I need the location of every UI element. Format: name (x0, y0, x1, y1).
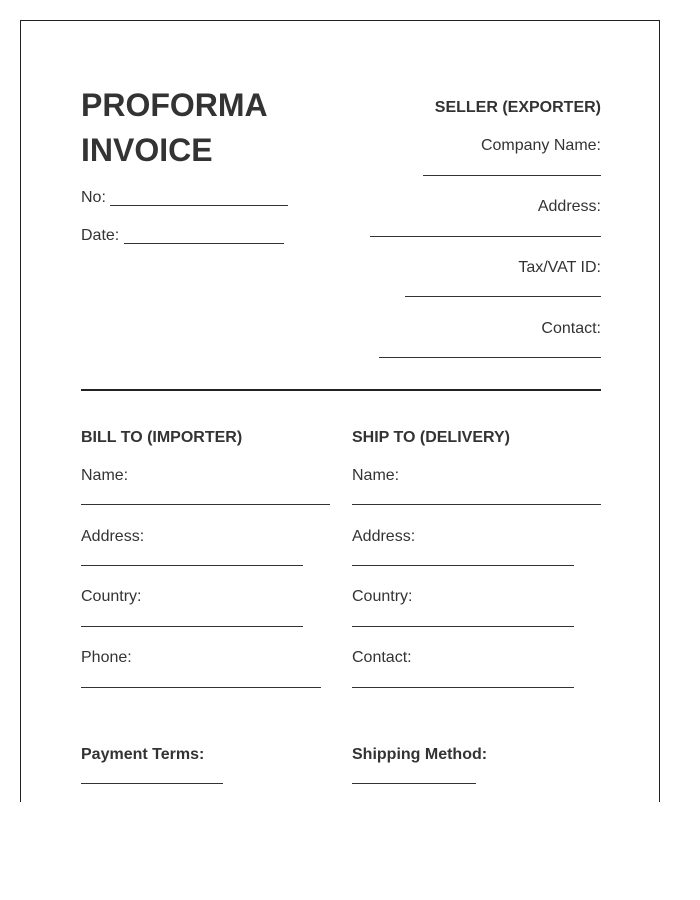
bill-to-name-label: Name: (81, 467, 129, 484)
bill-to-name-field[interactable] (81, 504, 330, 505)
ship-to-address-label: Address: (352, 528, 416, 545)
seller-tax-field[interactable] (405, 296, 601, 297)
ship-to-country-label: Country: (352, 588, 413, 605)
bill-to-country-label: Country: (81, 588, 142, 605)
seller-tax-label: Tax/VAT ID: (518, 259, 601, 276)
ship-to-name-field[interactable] (352, 504, 601, 505)
payment-terms-label: Payment Terms: (81, 746, 205, 763)
title-line-2: INVOICE (81, 132, 213, 168)
seller-company-field[interactable] (423, 175, 601, 176)
ship-to-name-label: Name: (352, 467, 400, 484)
invoice-number-label: No: (81, 189, 106, 206)
title-line-1: PROFORMA (81, 87, 268, 123)
seller-address-field[interactable] (370, 236, 601, 237)
ship-to-contact-label: Contact: (352, 649, 412, 666)
seller-company-label: Company Name: (480, 137, 601, 154)
bill-to-heading: BILL TO (IMPORTER) (81, 429, 243, 446)
ship-to-heading: SHIP TO (DELIVERY) (352, 429, 510, 446)
seller-address-label: Address: (537, 198, 601, 215)
ship-to-country-field[interactable] (352, 626, 574, 627)
bill-to-phone-field[interactable] (81, 687, 321, 688)
ship-to-address-field[interactable] (352, 565, 574, 566)
section-divider (81, 389, 601, 391)
seller-contact-label: Contact: (541, 320, 601, 337)
shipping-method-field[interactable] (352, 783, 476, 784)
seller-heading: SELLER (EXPORTER) (434, 99, 601, 116)
bill-to-address-field[interactable] (81, 565, 303, 566)
bill-to-address-label: Address: (81, 528, 145, 545)
bill-to-country-field[interactable] (81, 626, 303, 627)
invoice-date-field[interactable] (124, 243, 284, 244)
shipping-method-label: Shipping Method: (352, 746, 488, 763)
document-title (81, 83, 268, 173)
bill-to-phone-label: Phone: (81, 649, 132, 666)
payment-terms-field[interactable] (81, 783, 223, 784)
ship-to-contact-field[interactable] (352, 687, 574, 688)
invoice-number-field[interactable] (110, 205, 288, 206)
invoice-date-label: Date: (81, 227, 120, 244)
seller-contact-field[interactable] (379, 357, 601, 358)
